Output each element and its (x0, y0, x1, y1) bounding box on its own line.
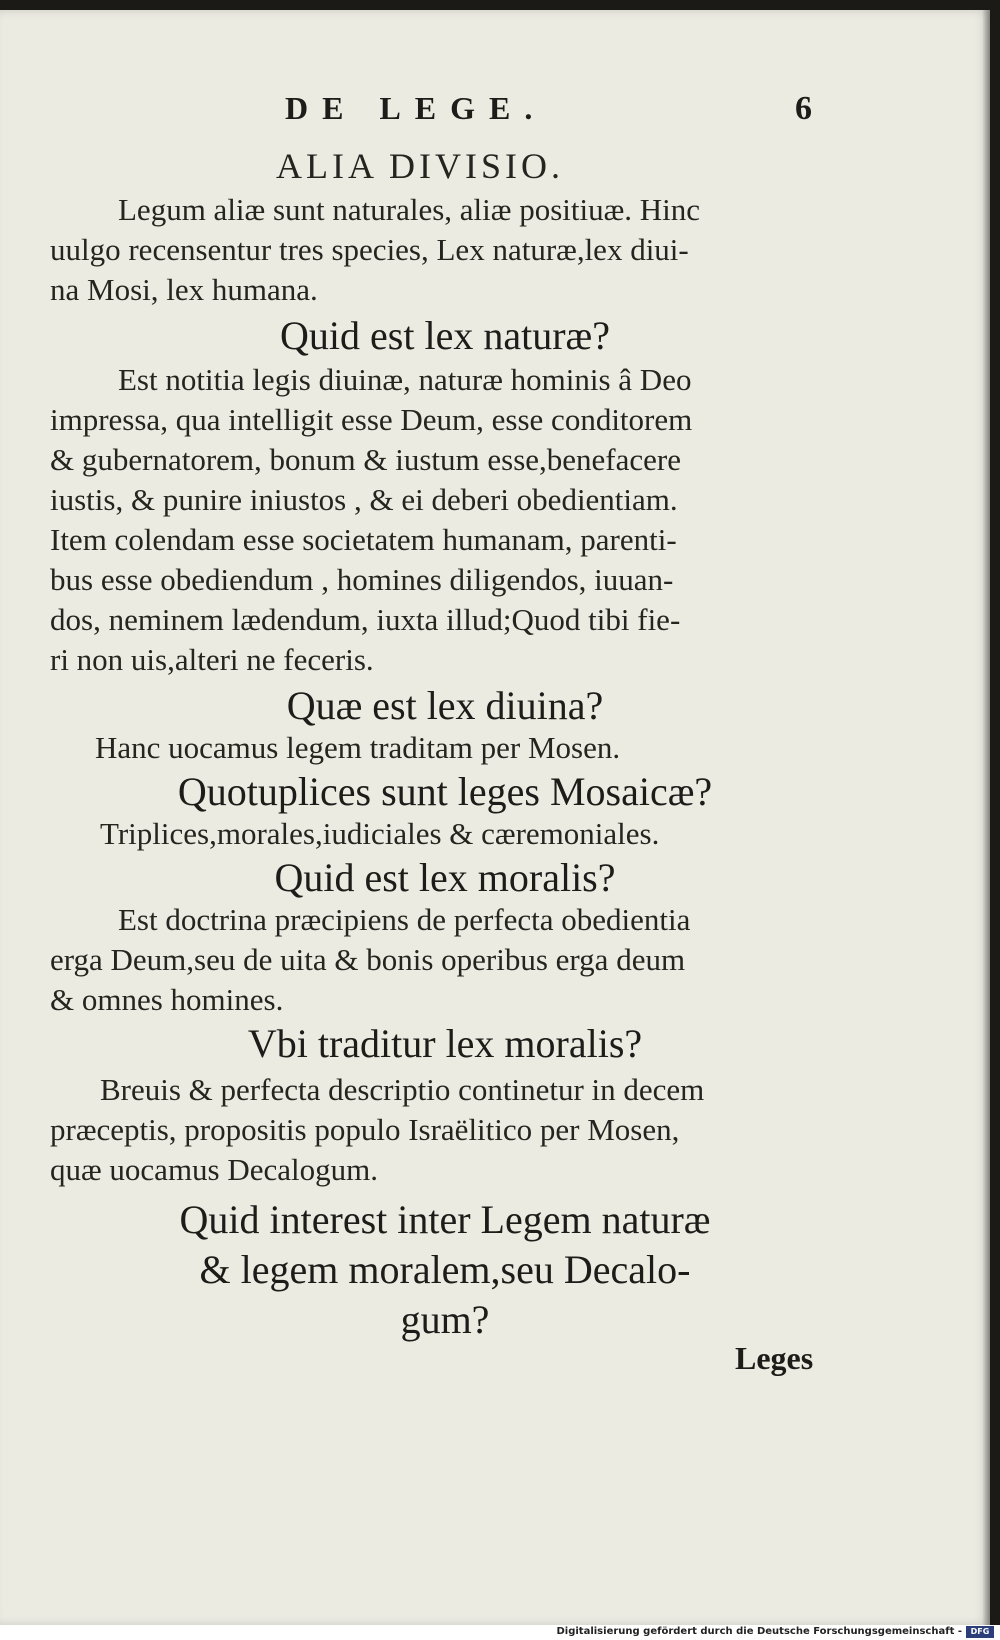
footer-credit (0, 1625, 1000, 1640)
text-line: impressa, qua intelligit esse Deum, esse conditorem (50, 402, 693, 437)
text-line: Legum aliæ sunt naturales, aliæ positiuæ. Hinc (118, 192, 701, 227)
text-line: bus esse obediendum , homines diligendos, iuuan- (50, 562, 674, 597)
text-line: Item colendam esse societatem humanam, parenti- (50, 522, 677, 557)
text-line: ri non uis,alteri ne feceris. (50, 642, 374, 677)
question-heading: Quid est lex moralis? (274, 855, 616, 900)
question-line: Quid interest inter Legem naturæ (179, 1197, 711, 1242)
text-line: Hanc uocamus legem traditam per Mosen. (95, 730, 621, 765)
text-line: præceptis, propositis populo Israëlitico per Mosen, (50, 1112, 680, 1147)
paragraph-1 (50, 190, 840, 310)
text-line: Breuis & perfecta descriptio continetur in decem (100, 1072, 705, 1107)
text-line: iustis, & punire iniustos , & ei deberi obedientiam. (50, 482, 678, 517)
text-line: quæ uocamus Decalogum. (50, 1152, 379, 1187)
paragraph-3 (50, 728, 840, 768)
text-line: Triplices,morales,iudiciales & cæremoniales. (100, 816, 660, 851)
text-line: uulgo recensentur tres species, Lex naturæ,lex diui- (50, 232, 689, 267)
text-line: Est doctrina præcipiens de perfecta obedientia (118, 902, 691, 937)
question-line: & legem moralem,seu Decalo- (199, 1247, 691, 1292)
running-head: DE LEGE. (285, 90, 547, 126)
page-number: 6 (795, 90, 812, 127)
text-line: erga Deum,seu de uita & bonis operibus erga deum (50, 942, 686, 977)
question-heading-multiline (50, 1195, 840, 1345)
text-line: na Mosi, lex humana. (50, 272, 318, 307)
footer-text: Digitalisierung gefördert durch die Deutsche Forschungsgemeinschaft - (556, 1626, 962, 1637)
question-heading: Vbi traditur lex moralis? (247, 1021, 643, 1066)
text-line: & gubernatorem, bonum & iustum esse,benefacere (50, 442, 681, 477)
question-heading: Quid est lex naturæ? (280, 313, 610, 358)
text-line: Est notitia legis diuinæ, naturæ hominis â Deo (118, 362, 692, 397)
catchword: Leges (735, 1340, 814, 1376)
text-line: & omnes homines. (50, 982, 284, 1017)
question-line: gum? (400, 1297, 490, 1342)
paragraph-2 (50, 360, 840, 680)
paragraph-4 (50, 814, 840, 854)
section-title: ALIA DIVISIO. (276, 146, 564, 186)
book-page (0, 10, 990, 1625)
paragraph-5 (50, 900, 840, 1020)
dfg-logo-icon: DFG (966, 1626, 994, 1638)
question-heading: Quæ est lex diuina? (286, 683, 604, 728)
paragraph-6 (50, 1070, 840, 1190)
question-heading: Quotuplices sunt leges Mosaicæ? (177, 769, 713, 814)
text-line: dos, neminem lædendum, iuxta illud;Quod tibi fie- (50, 602, 681, 637)
